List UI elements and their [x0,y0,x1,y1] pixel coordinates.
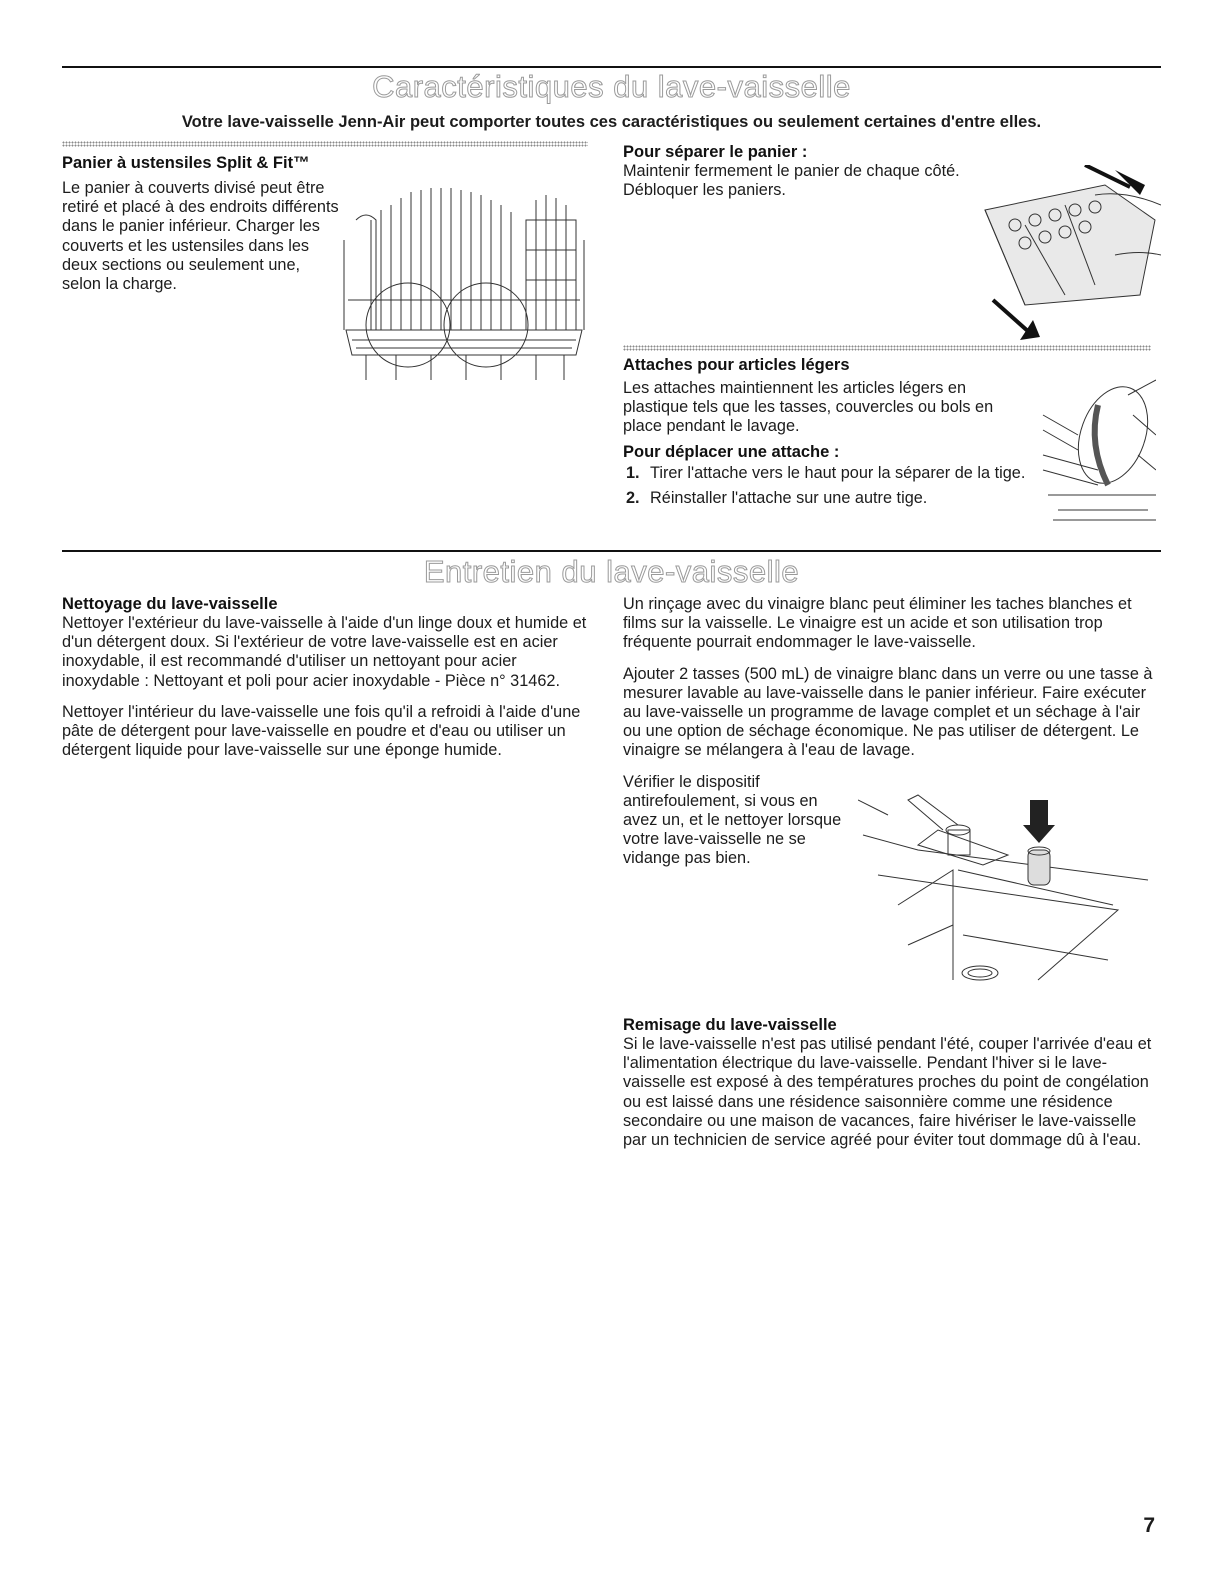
cleaning-heading: Nettoyage du lave-vaisselle [62,595,278,613]
cleaning-block [62,595,592,760]
separate-block [623,143,963,200]
basket-dotted-divider [62,141,588,147]
storage-block [623,1016,1153,1150]
separate-text: Maintenir fermement le panier de chaque côté. Débloquer les paniers. [623,162,960,200]
cleaning-p2: Nettoyer l'intérieur du lave-vaisselle une fois qu'il a refroidi à l'aide d'une pâte de détergent pour lave-vaisselle en poudre et d'eau ou utiliser un détergent liquide pour lave-vaisselle sur une éponge humide. [62,702,581,760]
clips-block [623,356,1035,508]
cleaning-p1: Nettoyer l'extérieur du lave-vaisselle à l'aide d'un linge doux et humide et d'un détergent doux. Si l'extérieur de votre lave-vaisselle est en acier inoxydable, il est recommandé d'utiliser un nettoyant pour acier inoxydable : Nettoyant et poli pour acier inoxydable - Pièce n° 31462. [62,614,587,690]
clip-illustration [1038,375,1156,525]
step-item: 2. Réinstaller l'attache sur une autre tige. [626,488,928,507]
basket-heading: Panier à ustensiles Split & Fit™ [62,154,310,172]
basket-separation-illustration [965,165,1161,340]
page-number: 7 [1143,1514,1155,1537]
dish-rack-illustration [336,180,592,384]
vinegar-p2: Ajouter 2 tasses (500 mL) de vinaigre blanc dans un verre ou une tasse à mesurer lavable au lave-vaisselle dans le panier inférieur. Faire exécuter au lave-vaisselle un programme de lavage complet et un séchage à l'air ou une option de séchage économique. Ne pas utiliser de détergent. Le vinaigre se mélangera à l'eau de lavage. [623,664,1153,760]
clips-text: Les attaches maintiennent les articles légers en plastique tels que les tasses, couvercles ou bols en place pendant le lavage. [623,379,994,436]
care-rule [62,550,1161,552]
vinegar-p1: Un rinçage avec du vinaigre blanc peut éliminer les taches blanches et films sur la vaisselle. Le vinaigre est un acide et son utilisation trop fréquente pourrait endommager le lave-vaisselle. [623,595,1132,652]
vinegar-p3: Vérifier le dispositif antirefoulement, si vous en avez un, et le nettoyer lorsque votre lave-vaisselle ne se vidange pas bien. [623,772,842,868]
move-clip-heading: Pour déplacer une attache : [623,442,840,461]
storage-text: Si le lave-vaisselle n'est pas utilisé pendant l'été, couper l'arrivée d'eau et l'alimentation électrique du lave-vaisselle. Pendant l'hiver si le lave-vaisselle est exposé à des températures proches du point de congélation ou est laissé dans une résidence saisonnière comme une résidence secondaire ou une maison de vacances, faire hivériser le lave-vaisselle par un technicien de service agréé pour éviter tout dommage dû à l'eau. [623,1035,1152,1150]
step-item: 1. Tirer l'attache vers le haut pour la séparer de la tige. [626,463,1026,482]
clips-heading: Attaches pour articles légers [623,356,850,374]
features-intro: Votre lave-vaisselle Jenn-Air peut comporter toutes ces caractéristiques ou seulement certaines d'entre elles. [181,113,1042,131]
storage-heading: Remisage du lave-vaisselle [623,1016,837,1034]
basket-text: Le panier à couverts divisé peut être retiré et placé à des endroits différents dans le panier inférieur. Charger les couverts et les ustensiles dans les deux sections ou seulement une, selon la charge. [62,179,339,294]
top-rule [62,66,1161,68]
sink-airgap-illustration [858,785,1158,990]
clips-dotted-divider [623,345,1151,351]
features-section-title: Caractéristiques du lave-vaisselle [372,69,851,104]
basket-block [62,154,342,294]
care-section-title: Entretien du lave-vaisselle [423,554,800,589]
separate-heading: Pour séparer le panier : [623,143,808,161]
move-clip-steps [623,464,1035,508]
